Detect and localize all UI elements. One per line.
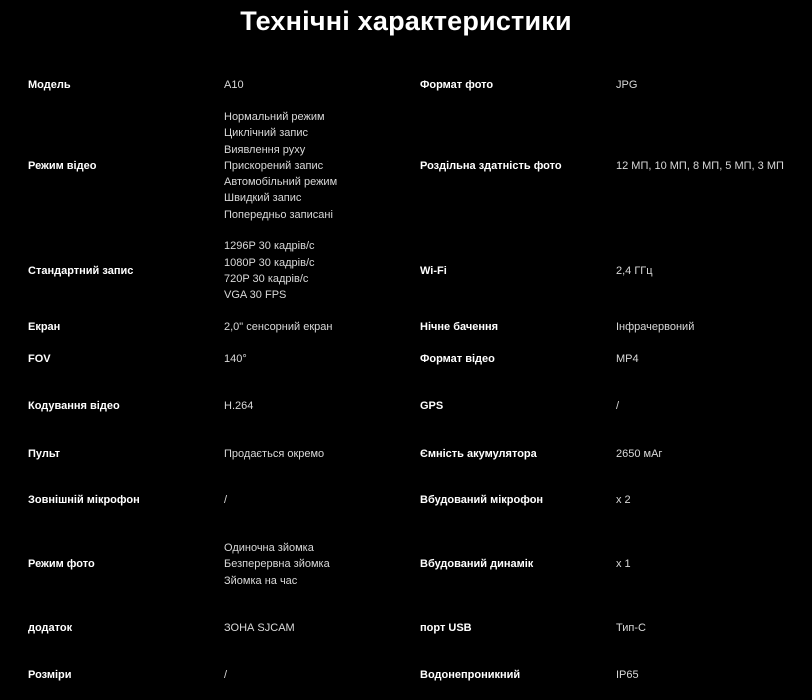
spec-value-line: Автомобільний режим xyxy=(224,176,338,189)
spec-label-night-vision: Нічне бачення xyxy=(420,320,499,333)
spec-value-line: 2,0" сенсорний екран xyxy=(224,320,333,333)
spec-value-builtin-speaker xyxy=(616,540,806,589)
spec-value-line: 1296P 30 кадрів/с xyxy=(224,240,315,253)
spec-value-line: Продається окремо xyxy=(224,447,325,460)
spec-label-photo-resolution: Роздільна здатність фото xyxy=(420,159,562,172)
spec-value-line: x 1 xyxy=(616,558,631,571)
spec-value-usb-port xyxy=(616,620,806,636)
spec-label-gps: GPS xyxy=(420,399,444,412)
spec-value-line: MP4 xyxy=(616,352,639,365)
spec-value-line: 140° xyxy=(224,352,247,365)
spec-value-screen xyxy=(224,319,414,335)
spec-value-model xyxy=(224,77,414,93)
spec-value-builtin-microphone xyxy=(616,492,806,508)
spec-value-line: 2650 мАг xyxy=(616,447,663,460)
spec-value-line: Виявлення руху xyxy=(224,143,306,156)
spec-value-line: / xyxy=(224,668,228,681)
spec-value-line: H.264 xyxy=(224,399,254,412)
spec-label-standard-recording: Стандартний запис xyxy=(28,264,134,277)
spec-value-line: IP65 xyxy=(616,668,639,681)
spec-value-photo-format xyxy=(616,77,806,93)
spec-value-photo-mode xyxy=(224,540,414,589)
spec-value-line: Циклічний запис xyxy=(224,127,308,140)
spec-label-builtin-speaker: Вбудований динамік xyxy=(420,558,534,571)
spec-value-line: 720P 30 кадрів/с xyxy=(224,273,309,285)
spec-value-line: 1080P 30 кадрів/с xyxy=(224,256,315,269)
spec-value-line: Безперервна зйомка xyxy=(224,558,330,571)
spec-value-video-format xyxy=(616,351,806,367)
spec-value-line: Зйомка на час xyxy=(224,574,298,587)
spec-label-wifi: Wi-Fi xyxy=(420,264,447,277)
spec-value-external-microphone xyxy=(224,492,414,508)
spec-value-line: Попередньо записані xyxy=(224,208,333,221)
spec-value-line: Прискорений запис xyxy=(224,159,324,172)
spec-value-line: Швидкий запис xyxy=(224,192,302,205)
spec-value-line: Тип-С xyxy=(616,621,646,634)
spec-label-remote: Пульт xyxy=(28,447,61,460)
spec-label-external-microphone: Зовнішній мікрофон xyxy=(28,493,140,506)
spec-label-battery-capacity: Ємність акумулятора xyxy=(420,447,537,460)
spec-label-photo-mode: Режим фото xyxy=(28,558,95,571)
spec-value-gps xyxy=(616,398,806,414)
spec-value-line: Одиночна зйомка xyxy=(224,542,314,555)
spec-label-app: додаток xyxy=(28,621,73,634)
spec-label-dimensions: Розміри xyxy=(28,668,72,681)
spec-value-line: A10 xyxy=(224,78,244,91)
spec-value-video-mode xyxy=(224,109,414,223)
spec-value-photo-resolution xyxy=(616,109,806,223)
spec-value-fov xyxy=(224,351,414,367)
spec-label-video-format: Формат відео xyxy=(420,352,495,365)
spec-value-dimensions xyxy=(224,667,414,683)
spec-value-standard-recording xyxy=(224,238,414,304)
spec-value-line: JPG xyxy=(616,78,638,91)
spec-value-wifi xyxy=(616,238,806,304)
spec-value-line: 12 МП, 10 МП, 8 МП, 5 МП, 3 МП xyxy=(616,159,784,172)
spec-value-app xyxy=(224,620,414,636)
spec-value-night-vision xyxy=(616,319,806,335)
spec-label-video-encoding: Кодування відео xyxy=(28,399,120,412)
spec-label-waterproof: Водонепроникний xyxy=(420,668,521,681)
spec-value-line: / xyxy=(616,399,620,412)
spec-value-battery-capacity xyxy=(616,446,806,462)
spec-value-line: x 2 xyxy=(616,493,631,506)
spec-label-photo-format: Формат фото xyxy=(420,78,494,91)
spec-value-video-encoding xyxy=(224,398,414,414)
spec-label-model: Модель xyxy=(28,78,71,91)
spec-label-usb-port: порт USB xyxy=(420,621,472,634)
spec-value-line: / xyxy=(224,493,228,506)
spec-value-remote xyxy=(224,446,414,462)
spec-value-line: ЗОНА SJCAM xyxy=(224,621,295,634)
spec-value-waterproof xyxy=(616,667,806,683)
spec-value-line: Інфрачервоний xyxy=(616,320,695,333)
spec-value-line: Нормальний режим xyxy=(224,110,325,123)
spec-value-line: 2,4 ГГц xyxy=(616,264,653,277)
spec-label-screen: Екран xyxy=(28,320,61,333)
spec-label-builtin-microphone: Вбудований мікрофон xyxy=(420,493,544,506)
spec-label-video-mode: Режим відео xyxy=(28,159,97,172)
spec-label-fov: FOV xyxy=(28,352,51,365)
page-title: Технічні характеристики xyxy=(240,6,572,36)
spec-value-line: VGA 30 FPS xyxy=(224,289,287,302)
